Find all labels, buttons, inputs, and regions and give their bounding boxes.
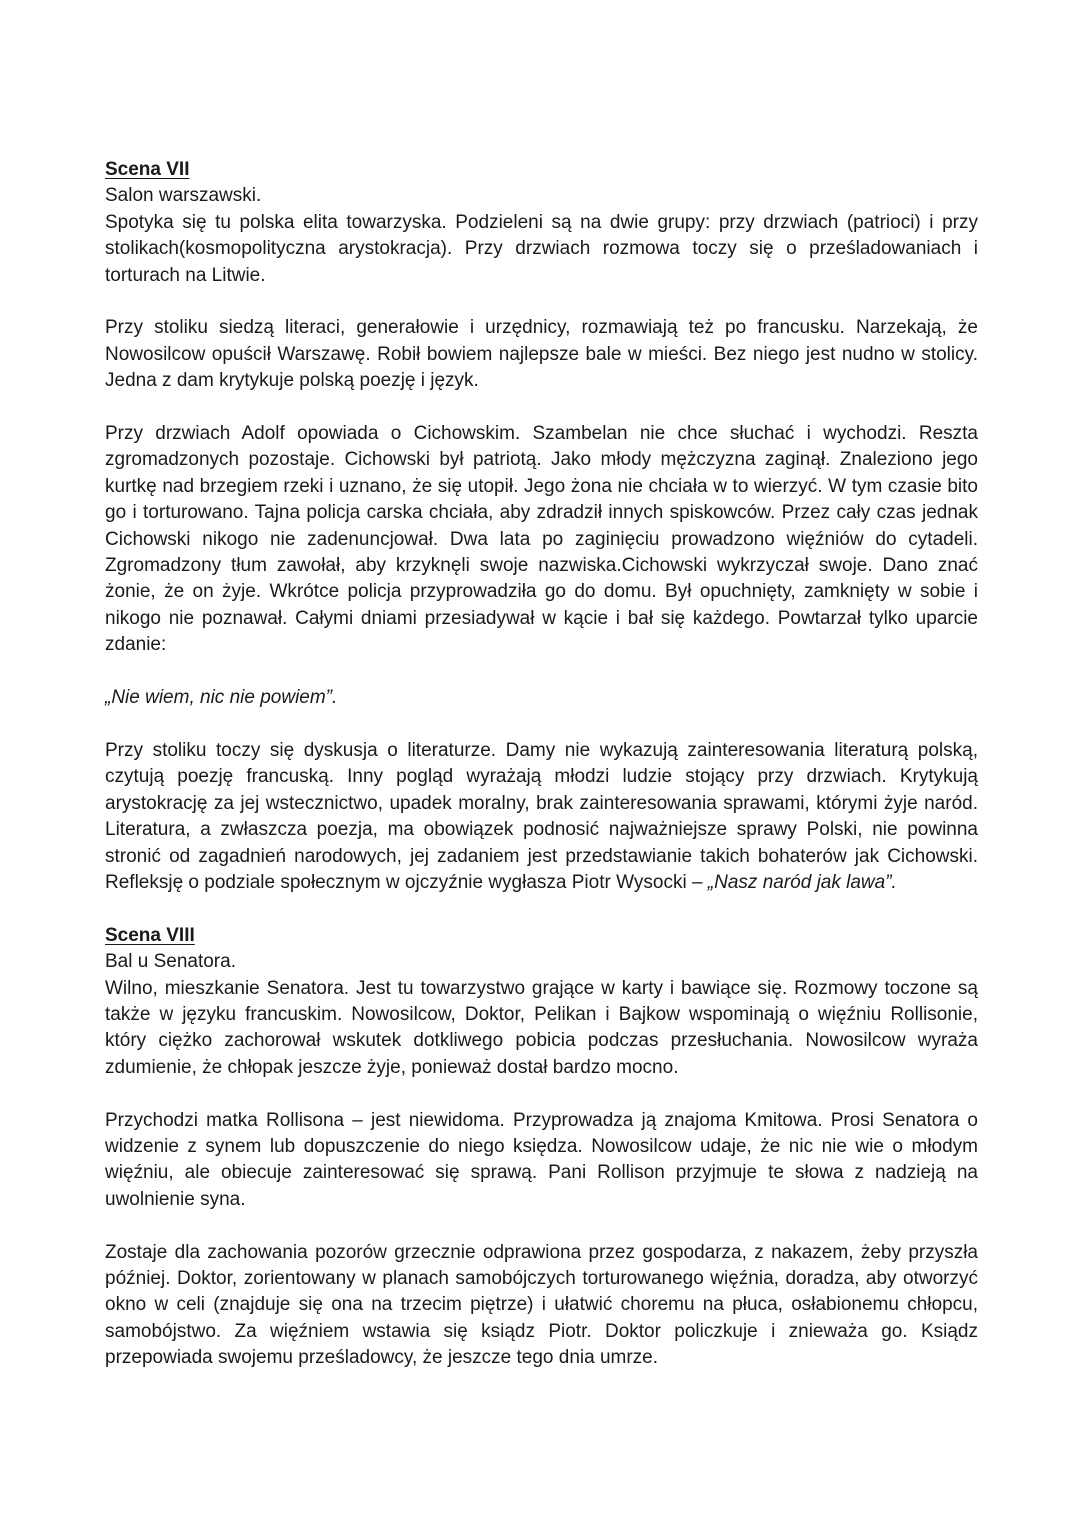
paragraph-gap — [105, 1213, 978, 1239]
scene-7-paragraph-3: Przy drzwiach Adolf opowiada o Cichowskim. Szambelan nie chce słuchać i wychodzi. Reszta zgromadzonych pozostaje. Cichowski był patriotą. Jako młody mężczyzna zaginął. Znaleziono jego kurtkę nad brzegiem rzeki i uznano, że się utopił. Jego żona nie chciała w to wierzyć. W tym czasie bito go i torturowano. Tajna policja carska chciała, aby zdradził innych spiskowców. Przez cały czas jednak Cichowski nikogo nie zadenuncjował. Dwa lata po zaginięciu prowadzono więźniów do cytadeli. Zgromadzony tłum zawołał, aby krzyknęli swoje nazwiska.Cichowski wykrzyczał swoje. Dano znać żonie, że on żyje. Wkrótce policja przyprowadziła go do domu. Był opuchnięty, zamknięty w sobie i nikogo nie poznawał. Całymi dniami przesiadywał w kącie i bał się każdego. Powtarzał tylko uparcie zdanie: — [105, 423, 978, 656]
scene-7-paragraph-1: Spotyka się tu polska elita towarzyska. Podzieleni są na dwie grupy: przy drzwiach (patrioci) i przy stolikach(kosmopolityczna arystokracja). Przy drzwiach rozmowa toczy się o prześladowaniach i torturach na Litwie. — [105, 211, 978, 286]
scene-8-place: Bal u Senatora. — [105, 951, 236, 973]
paragraph-gap — [105, 289, 978, 315]
scene-8-paragraph-2: Przychodzi matka Rollisona – jest niewidoma. Przyprowadza ją znajoma Kmitowa. Prosi Senatora o widzenie z synem lub dopuszczenie do niego księdza. Nowosilcow udaje, że nic nie wie o młodym więźniu, ale obiecuje zainteresować się sprawą. Pani Rollison przyjmuje te słowa z nadzieją na uwolnienie syna. — [105, 1109, 978, 1210]
paragraph-gap — [105, 659, 978, 685]
paragraph-gap — [105, 1081, 978, 1107]
scene-7-paragraph-4-text: Przy stoliku toczy się dyskusja o literaturze. Damy nie wykazują zainteresowania literaturą polską, czytują poezję francuską. Inny pogląd wyrażają młodzi ludzie stojący przy drzwiach. Krytykują arystokrację za jej wstecznictwo, upadek moralny, brak zainteresowania sprawami, którymi żyje naród. Literatura, a zwłaszcza poezja, ma obowiązek podnosić najważniejsze sprawy Polski, nie powinna stronić od zagadnień narodowych, jej zadaniem jest przedstawianie takich bohaterów jak Cichowski. Refleksję o podziale społecznym w ojczyźnie wygłasza Piotr Wysocki – — [105, 739, 978, 893]
scene-8-paragraph-3: Zostaje dla zachowania pozorów grzecznie odprawiona przez gospodarza, z nakazem, żeby przyszła później. Doktor, zorientowany w planach samobójczych torturowanego więźnia, doradza, aby otworzyć okno w celi (znajduje się ona na trzecim piętrze) i ułatwić choremu na płuca, osłabionemu chłopcu, samobójstwo. Za więźniem wstawia się ksiądz Piotr. Doktor policzkuje i znieważa go. Ksiądz przepowiada swojemu prześladowcy, że jeszcze tego dnia umrze. — [105, 1241, 978, 1369]
paragraph-gap — [105, 395, 978, 421]
paragraph-gap — [105, 896, 978, 922]
scene-7-heading: Scena VII — [105, 159, 190, 180]
scene-8-paragraph-1: Wilno, mieszkanie Senatora. Jest tu towarzystwo grające w karty i bawiące się. Rozmowy toczone są także w języku francuskim. Nowosilcow, Doktor, Pelikan i Bajkow wspominają o więźniu Rollisonie, który ciężko zachorował wskutek dotkliwego pobicia podczas przesłuchania. Nowosilcow wyraża zdumienie, że chłopak jeszcze żyje, ponieważ dostał bardzo mocno. — [105, 977, 978, 1078]
scene-7-place: Salon warszawski. — [105, 185, 262, 207]
scene-7-inline-quote: „Nasz naród jak lawa”. — [707, 871, 897, 893]
scene-8-heading: Scena VIII — [105, 924, 195, 946]
document-page — [105, 157, 978, 1372]
scene-7-paragraph-4 — [105, 738, 978, 896]
paragraph-gap — [105, 711, 978, 737]
scene-7-quote: „Nie wiem, nic nie powiem”. — [105, 687, 338, 709]
scene-7-paragraph-2: Przy stoliku siedzą literaci, generałowie i urzędnicy, rozmawiają też po francusku. Narzekają, że Nowosilcow opuścił Warszawę. Robił bowiem najlepsze bale w mieści. Bez niego jest nudno w stolicy. Jedna z dam krytykuje polską poezję i język. — [105, 317, 978, 392]
